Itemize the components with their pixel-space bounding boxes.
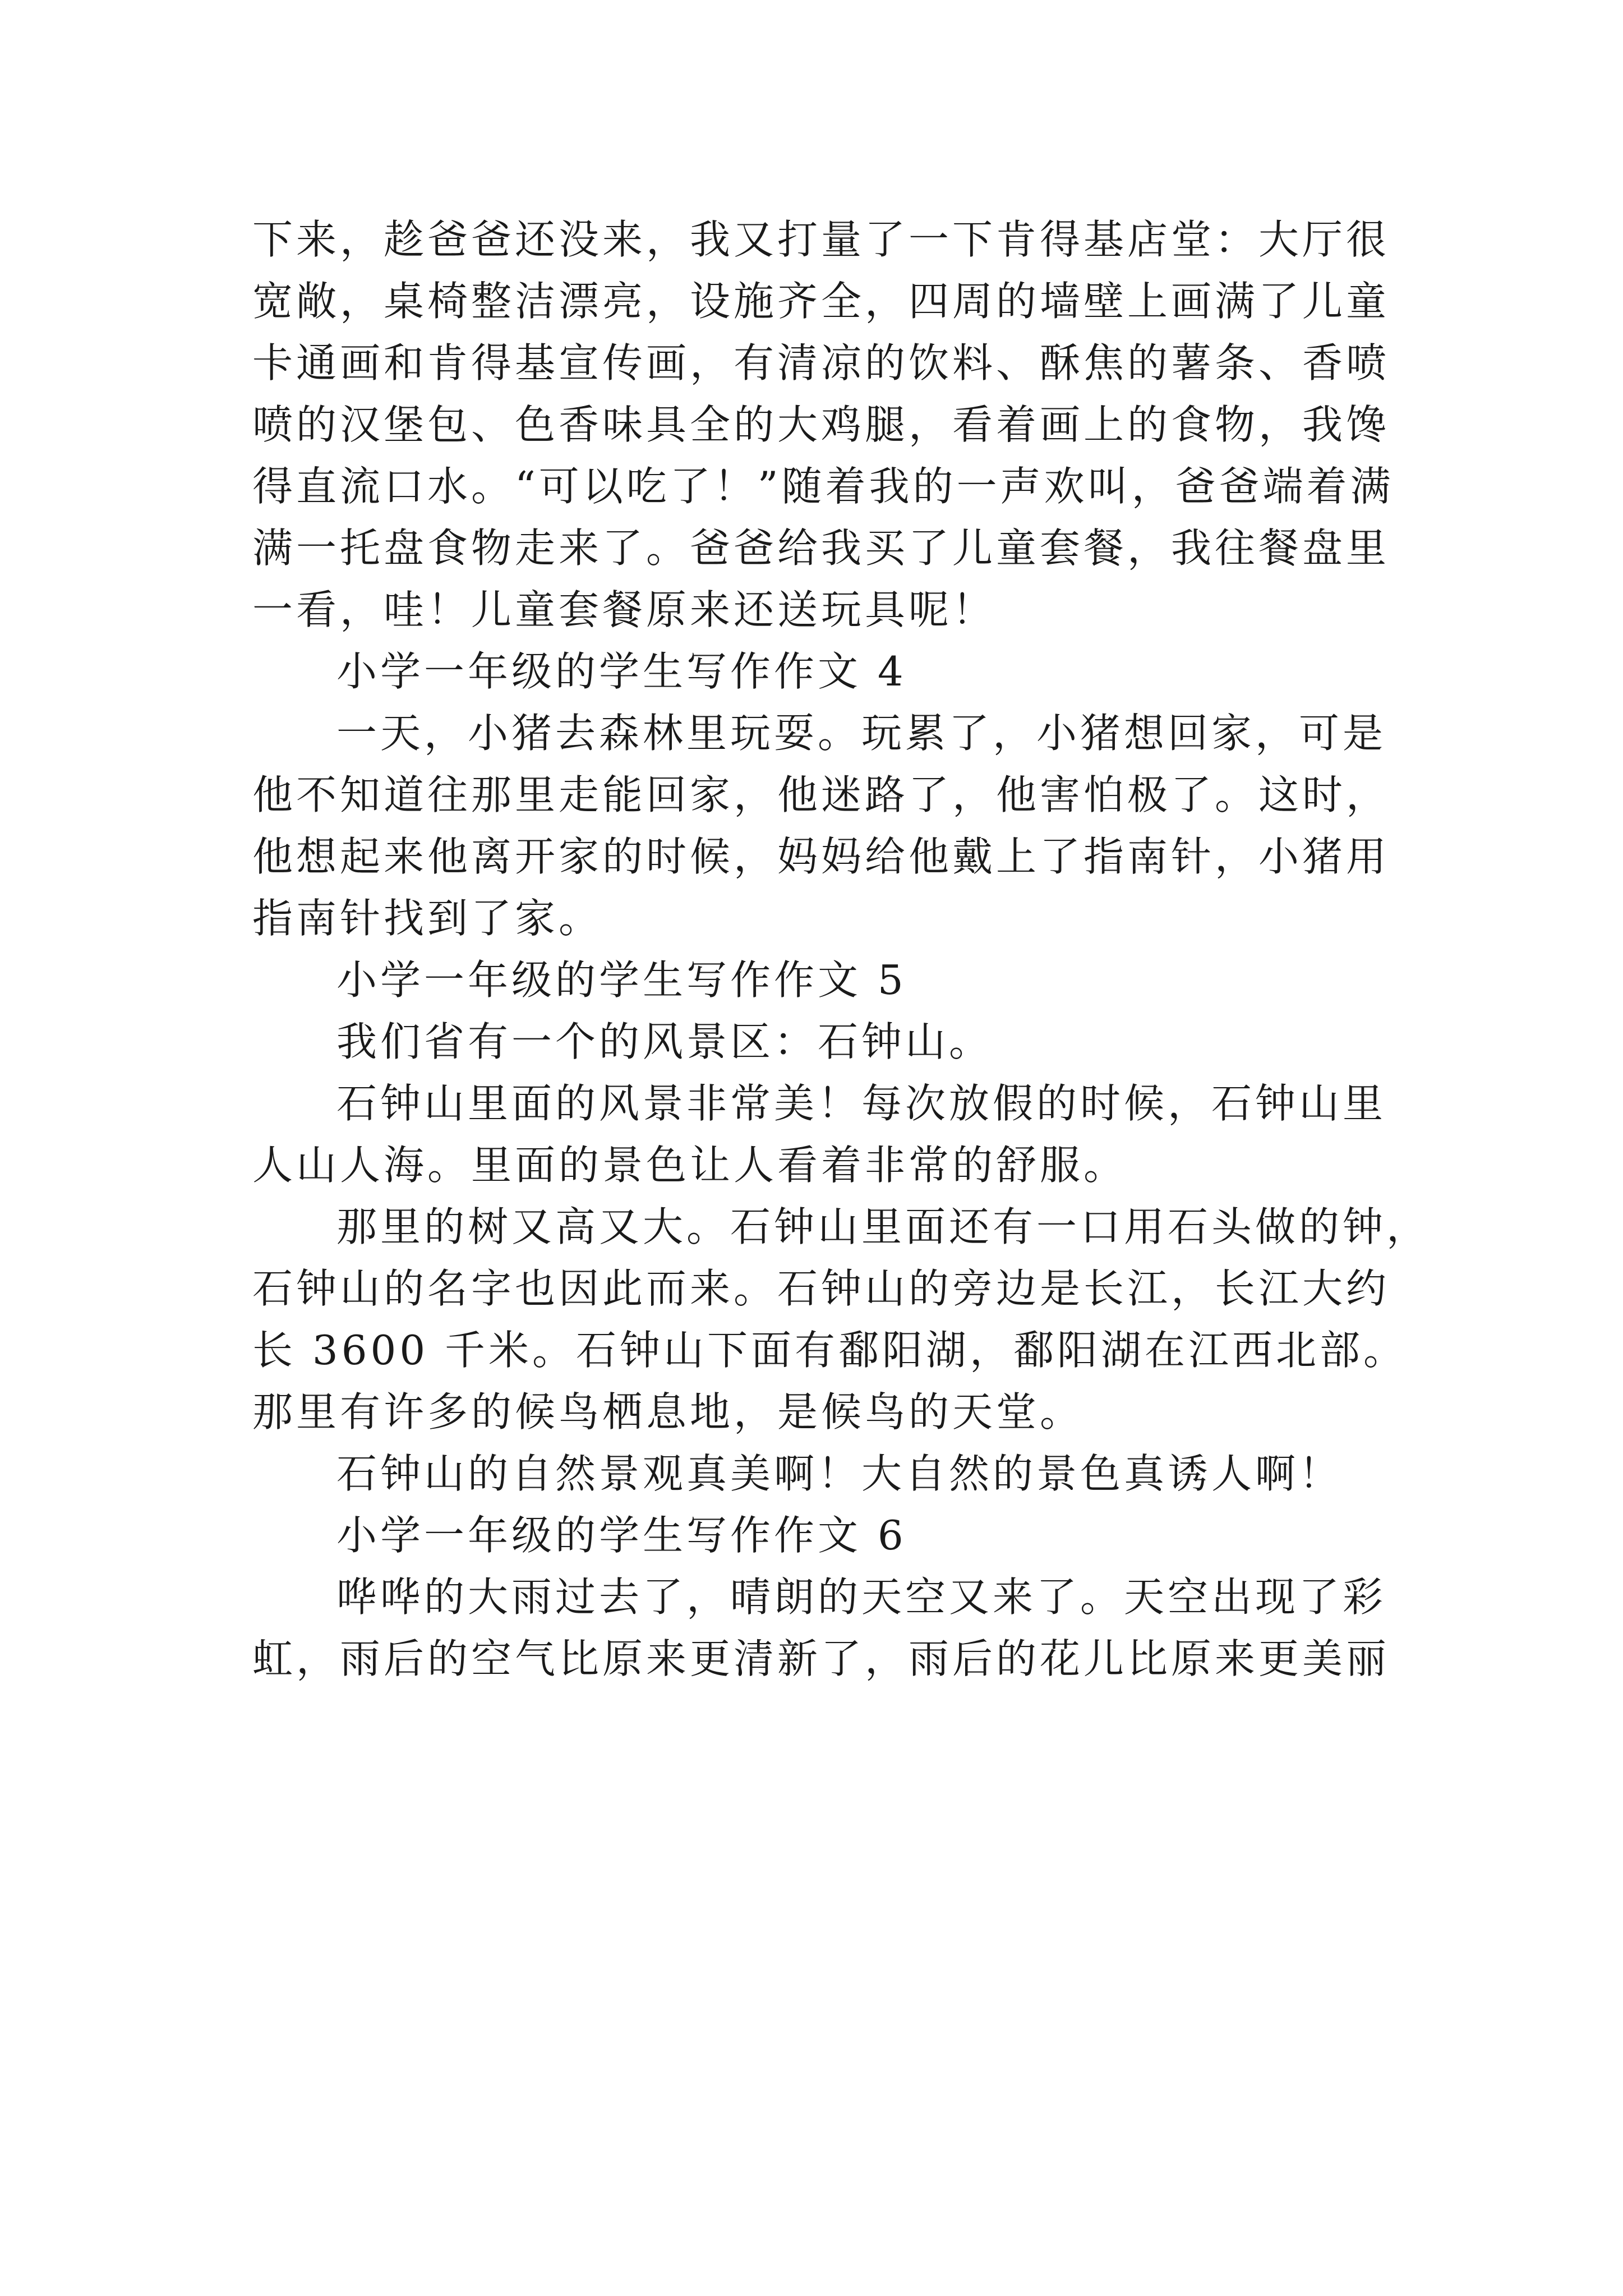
document-body bbox=[252, 209, 1431, 1690]
text-line: 那里的树又高又大。石钟山里面还有一口用石头做的钟， bbox=[336, 1203, 1431, 1250]
text-line: 虹，雨后的空气比原来更清新了，雨后的花儿比原来更美丽 bbox=[252, 1635, 1390, 1682]
text-line: 石钟山里面的风景非常美！每次放假的时候，石钟山里 bbox=[336, 1080, 1387, 1127]
essay-heading-5: 小学一年级的学生写作作文 5 bbox=[336, 956, 907, 1004]
text-line: 得直流口水。“可以吃了！”随着我的一声欢叫，爸爸端着满 bbox=[252, 463, 1394, 510]
text-line: 石钟山的自然景观真美啊！大自然的景色真诱人啊！ bbox=[336, 1450, 1343, 1497]
text-line: 哗哗的大雨过去了，晴朗的天空又来了。天空出现了彩 bbox=[336, 1573, 1387, 1621]
essay-heading-6: 小学一年级的学生写作作文 6 bbox=[336, 1512, 907, 1559]
essay-heading-4: 小学一年级的学生写作作文 4 bbox=[336, 648, 907, 695]
text-line: 下来，趁爸爸还没来，我又打量了一下肯得基店堂：大厅很 bbox=[252, 216, 1390, 263]
text-line: 长 3600 千米。石钟山下面有鄱阳湖，鄱阳湖在江西北部。 bbox=[252, 1327, 1408, 1374]
text-line: 石钟山的名字也因此而来。石钟山的旁边是长江，长江大约 bbox=[252, 1265, 1390, 1312]
text-line: 他想起来他离开家的时候，妈妈给他戴上了指南针，小猪用 bbox=[252, 833, 1390, 880]
text-line: 满一托盘食物走来了。爸爸给我买了儿童套餐，我往餐盘里 bbox=[252, 524, 1390, 572]
text-line: 一看，哇！儿童套餐原来还送玩具呢！ bbox=[252, 586, 997, 633]
text-line: 那里有许多的候鸟栖息地，是候鸟的天堂。 bbox=[252, 1388, 1084, 1435]
text-line: 喷的汉堡包、色香味具全的大鸡腿，看着画上的食物，我馋 bbox=[252, 401, 1390, 448]
text-line: 我们省有一个的风景区：石钟山。 bbox=[336, 1018, 993, 1065]
text-line: 一天，小猪去森林里玩耍。玩累了，小猪想回家，可是 bbox=[336, 710, 1387, 757]
text-line: 他不知道往那里走能回家，他迷路了，他害怕极了。这时， bbox=[252, 771, 1390, 818]
text-line: 人山人海。里面的景色让人看着非常的舒服。 bbox=[252, 1142, 1128, 1189]
text-line: 指南针找到了家。 bbox=[252, 895, 603, 942]
text-line: 宽敞，桌椅整洁漂亮，设施齐全，四周的墙壁上画满了儿童 bbox=[252, 278, 1390, 325]
text-line: 卡通画和肯得基宣传画，有清凉的饮料、酥焦的薯条、香喷 bbox=[252, 339, 1390, 386]
